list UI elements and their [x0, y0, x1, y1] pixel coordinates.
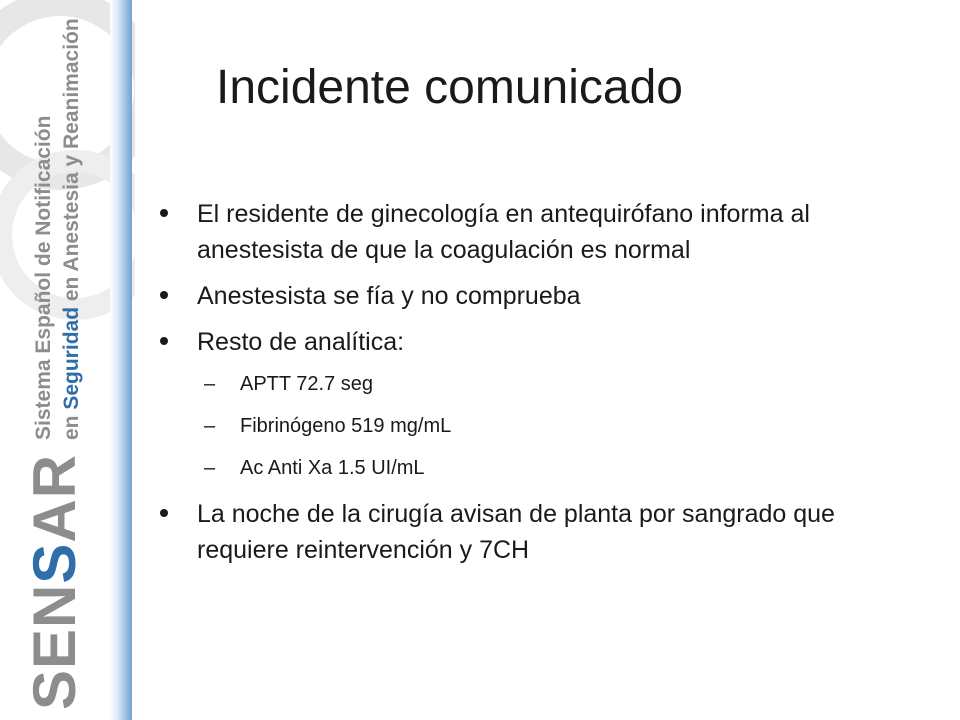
sub-bullet-text: Fibrinógeno 519 mg/mL [240, 415, 452, 437]
bullet-item [160, 278, 930, 314]
sensar-logo-band [0, 0, 135, 720]
sensar-logo [20, 454, 89, 710]
bullet-dot-icon [160, 209, 168, 217]
sub-bullet-dash: – [204, 415, 216, 437]
blue-gradient-stripe [110, 0, 132, 720]
sub-bullet-item [160, 370, 930, 398]
bullet-item [160, 196, 930, 268]
slide-body [160, 196, 930, 578]
bullet-dot-icon [160, 509, 168, 517]
tagline-line-2: en Seguridad en Anestesia y Reanimación [60, 18, 83, 440]
tagline-line-1: Sistema Español de Notificación [32, 115, 55, 440]
sub-bullet-text: Ac Anti Xa 1.5 UI/mL [240, 457, 425, 479]
bullet-text: Resto de analítica: [197, 328, 405, 356]
sub-bullet-text: APTT 72.7 seg [240, 373, 374, 395]
logo-tagline [30, 18, 86, 440]
bullet-dot-icon [160, 337, 168, 345]
bullet-text: Anestesista se fía y no comprueba [197, 282, 581, 310]
sub-bullet-item [160, 454, 930, 482]
sub-bullet-dash: – [204, 457, 216, 479]
bullet-text: El residente de ginecología en antequirófano informa al anestesista de que la coagulación es normal [197, 200, 810, 264]
bullet-item [160, 496, 930, 568]
bullet-item [160, 324, 930, 360]
logo-wordmark: SENSAR [21, 453, 88, 710]
slide-title: Incidente comunicado [216, 61, 683, 114]
bullet-text: La noche de la cirugía avisan de planta por sangrado que requiere reintervención y 7CH [197, 500, 835, 564]
bullet-dot-icon [160, 291, 168, 299]
sub-bullet-item [160, 412, 930, 440]
sub-bullet-dash: – [204, 373, 216, 395]
